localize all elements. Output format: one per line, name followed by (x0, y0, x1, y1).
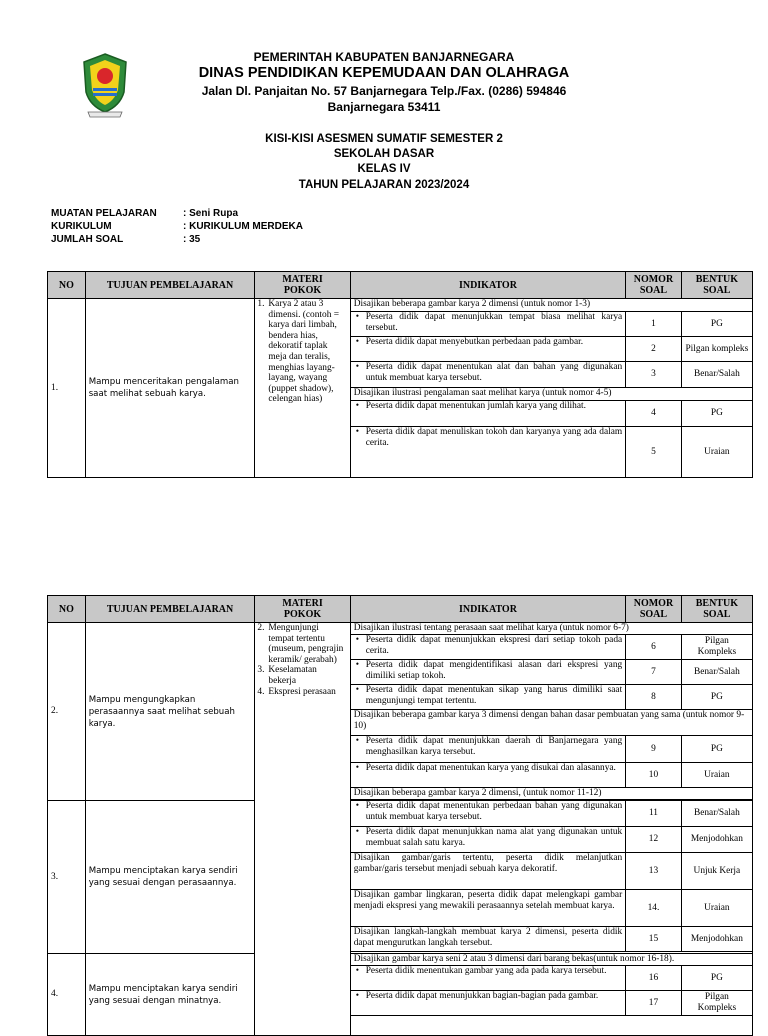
materi-item: 3. Keselamatan bekerja (257, 665, 317, 686)
nomor-soal: 8 (626, 685, 682, 710)
jumlah-soal-value: : 35 (183, 234, 201, 245)
nomor-soal: 1 (626, 312, 682, 337)
indikator-item: • Peserta didik dapat menunjukkan bagian-bagian pada gambar. (350, 991, 626, 1016)
bentuk-soal: Uraian (681, 763, 752, 788)
table-row (48, 299, 753, 312)
indikator-item: Disajikan langkah-langkah membuat karya 2 dimensi, peserta didik dapat mengurutkan langkah tersebut. (350, 927, 626, 952)
indikator-item: • Peserta didik dapat menyebutkan perbedaan pada gambar. (350, 337, 626, 362)
jumlah-soal-label: JUMLAH SOAL (51, 234, 124, 245)
letterhead-address: Jalan Dl. Panjaitan No. 57 Banjarnegara Telp./Fax. (0286) 594846 (201, 84, 567, 98)
nomor-soal: 14. (626, 890, 682, 927)
bentuk-soal: Benar/Salah (681, 362, 752, 388)
row-number: 3. (48, 801, 86, 954)
nomor-soal: 7 (626, 660, 682, 685)
indikator-item: Disajikan gambar/garis tertentu, peserta didik melanjutkan gambar/garis tersebut menjadi sebuah karya dekoratif. (350, 853, 626, 890)
table-row (48, 954, 753, 966)
kisi-kisi-table-2 (47, 595, 753, 1036)
indikator-item: Disajikan gambar lingkaran, peserta didik dapat melengkapi gambar menjadi ekspresi yang mewakili perasaannya setelah membuat karya. (350, 890, 626, 927)
letterhead-city: Banjarnegara 53411 (327, 100, 441, 114)
header-bentuk: BENTUK SOAL (681, 596, 752, 623)
bentuk-soal: Menjodohkan (681, 827, 752, 853)
nomor-soal: 17 (626, 991, 682, 1016)
bentuk-soal: Pilgan Kompleks (681, 635, 752, 660)
header-materi: MATERI POKOK (255, 596, 350, 623)
bentuk-soal: PG (681, 685, 752, 710)
indikator-item: • Peserta didik dapat menentukan alat dan bahan yang digunakan untuk membuat karya tersebut. (350, 362, 626, 388)
indikator-item: • Peserta didik dapat menunjukkan daerah di Banjarnegara yang menghasilkan karya tersebut. (350, 736, 626, 763)
indikator-item: • Peserta didik dapat menunjukkan ekspresi dari setiap tokoh pada cerita. (350, 635, 626, 660)
indikator-group-label: Disajikan ilustrasi tentang perasaan saat melihat karya (untuk nomor 6-7) (350, 623, 752, 635)
bentuk-soal: Unjuk Kerja (681, 853, 752, 890)
table-header-row (48, 596, 753, 623)
header-tujuan: TUJUAN PEMBELAJARAN (85, 272, 255, 299)
bentuk-soal: Benar/Salah (681, 801, 752, 827)
nomor-soal: 2 (626, 337, 682, 362)
indikator-group-label: Disajikan gambar karya seni 2 atau 3 dimensi dari barang bekas(untuk nomor 16-18). (350, 954, 752, 966)
nomor-soal: 11 (626, 801, 682, 827)
row-number: 2. (48, 623, 86, 801)
indikator-item: • Peserta didik dapat menentukan perbedaan bahan yang digunakan untuk membuat karya tersebut. (350, 801, 626, 827)
header-nomor: NOMOR SOAL (626, 596, 682, 623)
table-row (48, 801, 753, 827)
letterhead-government: PEMERINTAH KABUPATEN BANJARNEGARA (253, 50, 515, 64)
tujuan-cell: Mampu menciptakan karya sendiri yang sesuai dengan minatnya. (85, 954, 255, 1036)
header-materi: MATERI POKOK (255, 272, 350, 299)
header-no: NO (48, 596, 86, 623)
kisi-kisi-table-1 (47, 271, 753, 478)
indikator-item: • Peserta didik menentukan gambar yang ada pada karya tersebut. (350, 966, 626, 991)
bentuk-soal: PG (681, 966, 752, 991)
nomor-soal: 13 (626, 853, 682, 890)
nomor-soal: 10 (626, 763, 682, 788)
indikator-item: • Peserta didik dapat menunjukkan tempat biasa melihat karya tersebut. (350, 312, 626, 337)
header-nomor: NOMOR SOAL (626, 272, 682, 299)
header-tujuan: TUJUAN PEMBELAJARAN (85, 596, 255, 623)
academic-year: TAHUN PELAJARAN 2023/2024 (298, 179, 470, 191)
mapel-label: MUATAN PELAJARAN (51, 208, 157, 219)
kurikulum-label: KURIKULUM (51, 221, 112, 232)
school-level: SEKOLAH DASAR (333, 148, 435, 160)
bentuk-soal: PG (681, 736, 752, 763)
bentuk-soal: PG (681, 312, 752, 337)
nomor-soal: 4 (626, 401, 682, 427)
indikator-item: • Peserta didik dapat menentukan karya yang disukai dan alasannya. (350, 763, 626, 788)
indikator-item: • Peserta didik dapat menentukan sikap yang harus dimiliki saat mengunjungi tempat tertentu. (350, 685, 626, 710)
indikator-group-label: Disajikan beberapa gambar karya 3 dimensi dengan bahan dasar pembuatan yang sama (untuk nomor 9-10) (350, 710, 752, 736)
indikator-item: • Peserta didik dapat mengidentifikasi alasan dari ekspresi yang dimiliki setiap tokoh. (350, 660, 626, 685)
table-row (48, 623, 753, 635)
indikator-item: • Peserta didik dapat menentukan jumlah karya yang dilihat. (350, 401, 626, 427)
letterhead-department: DINAS PENDIDIKAN KEPEMUDAAN DAN OLAHRAGA (198, 65, 570, 81)
materi-item: 2. Mengunjungi tempat tertentu (museum, pengrajin keramik/ gerabah) (257, 623, 344, 665)
nomor-soal: 6 (626, 635, 682, 660)
bentuk-soal: Uraian (681, 427, 752, 478)
indikator-group-label: Disajikan beberapa gambar karya 2 dimensi (untuk nomor 1-3) (350, 299, 752, 312)
indikator-group-label: Disajikan ilustrasi pengalaman saat melihat karya (untuk nomor 4-5) (350, 388, 752, 401)
bentuk-soal: Pilgan kompleks (681, 337, 752, 362)
nomor-soal: 3 (626, 362, 682, 388)
nomor-soal: 5 (626, 427, 682, 478)
bentuk-soal: Pilgan Kompleks (681, 991, 752, 1016)
header-bentuk: BENTUK SOAL (681, 272, 752, 299)
header-no: NO (48, 272, 86, 299)
materi-cell: 1. Karya 2 atau 3 dimensi. (contoh = karya dari limbah, bendera hias, dekoratif taplak meja dan teralis, menghias layang-layang, wayang (puppet shadow), celengan hias) (255, 299, 350, 478)
bentuk-soal: Uraian (681, 890, 752, 927)
materi-cell (255, 623, 350, 1036)
document-title: KISI-KISI ASESMEN SUMATIF SEMESTER 2 (265, 133, 503, 145)
nomor-soal: 12 (626, 827, 682, 853)
indikator-item: • Peserta didik dapat menuliskan tokoh dan karyanya yang ada dalam cerita. (350, 427, 626, 478)
nomor-soal: 15 (626, 927, 682, 952)
header-indikator: INDIKATOR (350, 272, 626, 299)
tujuan-cell: Mampu mengungkapkan perasaannya saat melihat sebuah karya. (85, 623, 255, 801)
materi-item: 4. Ekspresi perasaan (257, 686, 336, 697)
bentuk-soal: PG (681, 401, 752, 427)
indikator-item: • Peserta didik dapat menunjukkan nama alat yang digunakan untuk membuat salah satu karya. (350, 827, 626, 853)
indikator-group-label: Disajikan beberapa gambar karya 2 dimensi, (untuk nomor 11-12) (350, 788, 752, 800)
row-number: 1. (48, 299, 86, 478)
bentuk-soal: Menjodohkan (681, 927, 752, 952)
tujuan-cell: Mampu menceritakan pengalaman saat melihat sebuah karya. (85, 299, 255, 478)
header-indikator: INDIKATOR (350, 596, 626, 623)
table-header-row (48, 272, 753, 299)
kurikulum-value: : KURIKULUM MERDEKA (183, 221, 303, 232)
class-level: KELAS IV (357, 163, 411, 175)
nomor-soal: 16 (626, 966, 682, 991)
row-number: 4. (48, 954, 86, 1036)
bentuk-soal: Benar/Salah (681, 660, 752, 685)
tujuan-cell: Mampu menciptakan karya sendiri yang sesuai dengan perasaannya. (85, 801, 255, 954)
nomor-soal: 9 (626, 736, 682, 763)
mapel-value: : Seni Rupa (183, 208, 239, 219)
